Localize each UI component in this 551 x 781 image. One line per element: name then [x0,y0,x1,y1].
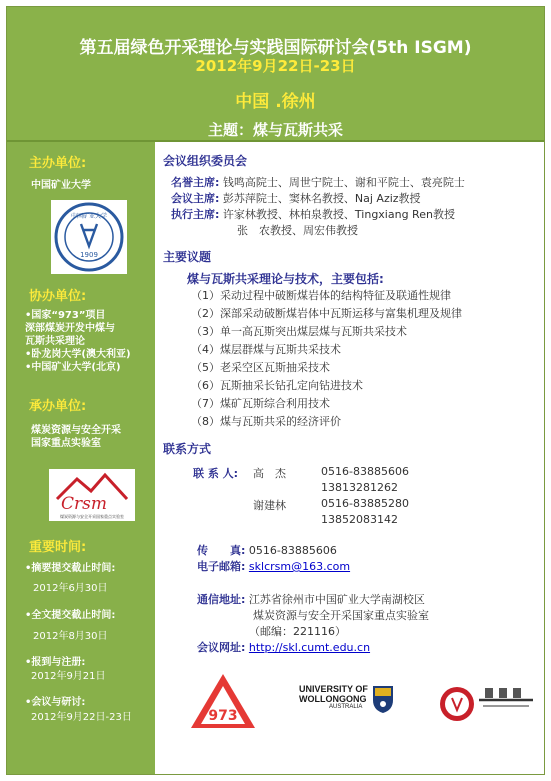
header-banner [7,7,544,142]
host-name: 中国矿业大学 [31,180,91,191]
uow-line1: UNIVERSITY OF [299,684,368,694]
committee-row [171,174,465,190]
fax-number: 0516-83885606 [248,544,337,557]
deadline-date: 2012年9月22日-23日 [31,712,132,723]
conference-location: 中国 .徐州 [235,92,316,112]
topic-item: （5）老采空区瓦斯抽采技术 [191,361,330,374]
co-organizer-heading: 协办单位: [29,289,87,304]
deadline-date: 2012年8月30日 [33,631,108,642]
committee-text: 张 农教授、周宏伟教授 [237,224,358,237]
email-row [197,558,350,574]
deadline-label: •全文提交截止时间: [25,610,116,621]
contact-name: 高 杰 [253,467,286,480]
co-line: •国家“973”项目 [25,310,106,321]
conference-dates: 2012年9月22日-23日 [195,57,356,75]
contact-phone: 0516-83885280 [321,497,409,510]
committee-heading: 会议组织委员会 [163,154,248,168]
committee-label: 会议主席: [171,192,220,205]
committee-text: 钱鸣高院士、周世宁院士、谢和平院士、袁亮院士 [222,176,465,189]
logo-973 [187,670,259,734]
address-line: （邮编：221116） [249,625,346,638]
uow-crest-icon [371,684,395,714]
committee-label: 名誉主席: [171,176,220,189]
fax-row [197,542,337,558]
committee-row [171,190,421,206]
committee-text: 许家林教授、林柏泉教授、Tingxiang Ren教授 [222,208,455,221]
conference-title: 第五届绿色开采理论与实践国际研讨会(5th ISGM) [79,38,472,58]
address-label: 通信地址: [197,593,246,606]
address-row [197,591,425,607]
poster [6,6,545,775]
key-dates-heading: 重要时间: [29,540,87,555]
topic-item: （4）煤层群煤与瓦斯共采技术 [191,343,341,356]
contact-label-text: 联 系 人: [193,467,239,480]
contact-heading: 联系方式 [163,442,212,456]
address-line: 煤炭资源与安全开采国家重点实验室 [253,609,429,622]
deadline-label: •摘要提交截止时间: [25,563,116,574]
topic-item: （3）单一高瓦斯突出煤层煤与瓦斯共采技术 [191,325,407,338]
svg-text:973: 973 [208,708,238,724]
co-line: •卧龙岗大学(澳大利亚) [25,349,131,360]
topic-item: （7）煤矿瓦斯综合利用技术 [191,397,330,410]
uow-line2: WOLLONGONG [299,694,367,704]
committee-label: 执行主席: [171,208,220,221]
deadline-label: •报到与注册: [25,657,86,668]
organizer-heading: 承办单位: [29,399,87,414]
svg-text:1909: 1909 [80,251,98,259]
co-organizer-list [25,309,131,374]
deadline-date: 2012年9月21日 [31,671,106,682]
topic-item: （2）深部采动破断煤岩体中瓦斯运移与富集机理及规律 [191,307,462,320]
contact-name: 谢建林 [253,499,286,512]
co-line: 瓦斯共采理论 [25,336,85,347]
sidebar [7,142,155,774]
main-content [157,142,544,774]
topic-item: （8）煤与瓦斯共采的经济评价 [191,415,341,428]
svg-text:Crsm: Crsm [61,494,107,514]
conference-theme: 主题：煤与瓦斯共采 [207,121,343,139]
organizer-list [31,424,121,450]
email-link[interactable]: sklcrsm@163.com [248,560,351,573]
svg-text:煤炭资源与安全开采国家重点实验室: 煤炭资源与安全开采国家重点实验室 [60,514,124,519]
contact-label [193,465,238,481]
contact-mobile: 13852083142 [321,513,398,526]
co-line: 深部煤炭开发中煤与 [25,323,115,334]
crsm-logo [49,469,135,521]
committee-row [171,206,455,222]
contact-phone: 0516-83885606 [321,465,409,478]
website-link[interactable]: http://skl.cumt.edu.cn [248,641,371,654]
committee-text: 彭苏萍院士、窦林名教授、Naj Aziz教授 [222,192,421,205]
organizer-line: 煤炭资源与安全开采 [31,425,121,436]
organizer-line: 国家重点实验室 [31,438,101,449]
topic-item: （6）瓦斯抽采长钻孔定向钻进技术 [191,379,363,392]
co-line: •中国矿业大学(北京) [25,362,121,373]
deadline-date: 2012年6月30日 [33,583,108,594]
cumt-footer-logo [437,676,537,736]
fax-label: 传 真: [197,544,246,557]
topic-item: （1）采动过程中破断煤岩体的结构特征及联通性规律 [191,289,451,302]
host-heading: 主办单位: [29,156,87,171]
email-label: 电子邮箱: [197,560,246,573]
address-line: 江苏省徐州市中国矿业大学南湖校区 [248,593,425,606]
topics-intro: 煤与瓦斯共采理论与技术，主要包括: [187,272,384,286]
contact-mobile: 13813281262 [321,481,398,494]
website-label: 会议网址: [197,641,246,654]
topics-heading: 主要议题 [163,250,212,264]
uow-line3: AUSTRALIA [329,704,363,710]
cumt-seal-logo [51,200,127,274]
svg-text:中国矿业大学: 中国矿业大学 [70,213,108,220]
website-row [197,639,370,655]
deadline-label: •会议与研讨: [25,697,86,708]
committee-row [237,222,358,238]
